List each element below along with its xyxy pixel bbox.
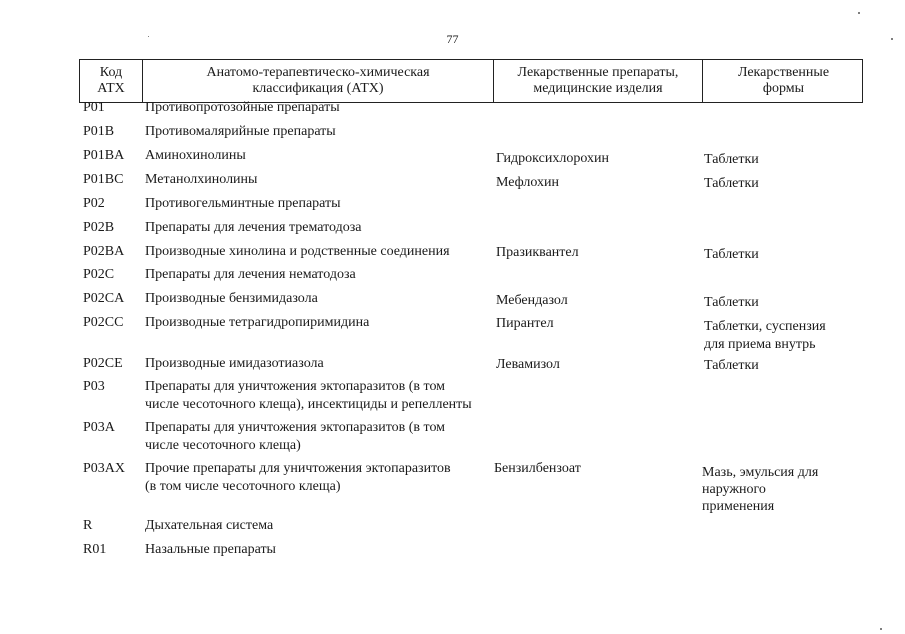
row-classification: Противопротозойные препараты <box>145 100 340 115</box>
row-drug: Празиквантел <box>496 245 579 260</box>
row-classification: Производные бензимидазола <box>145 291 318 306</box>
row-drug: Мебендазол <box>496 293 568 308</box>
row-code: P01 <box>83 100 105 115</box>
row-form: Таблетки <box>704 358 759 373</box>
header-code-label: Код АТХ <box>97 65 125 96</box>
row-drug: Левамизол <box>496 357 560 372</box>
row-code: P02CE <box>83 356 123 371</box>
row-classification: Производные хинолина и родственные соединения <box>145 244 450 259</box>
row-drug: Пирантел <box>496 316 554 331</box>
row-drug: Мефлохин <box>496 175 559 190</box>
row-classification: Дыхательная система <box>145 518 274 533</box>
header-code <box>80 60 142 102</box>
row-classification: Аминохинолины <box>145 148 246 163</box>
scan-speck <box>880 628 882 630</box>
page-number: 77 <box>446 32 459 46</box>
row-classification: Противогельминтные препараты <box>145 196 341 211</box>
row-code: P02CA <box>83 291 125 306</box>
scan-speck <box>891 38 893 40</box>
row-code: R <box>83 518 93 533</box>
row-classification: Назальные препараты <box>145 542 276 557</box>
row-code: P01BC <box>83 172 124 187</box>
row-code: P02 <box>83 196 105 211</box>
row-form: Таблетки <box>704 176 759 191</box>
row-code: P03A <box>83 420 115 435</box>
header-classification-label: Анатомо-терапевтическо-химическая классификация (АТХ) <box>206 65 430 96</box>
row-code: P01B <box>83 124 115 139</box>
row-code: P03AX <box>83 461 126 476</box>
row-drug: Бензилбензоат <box>494 461 581 476</box>
row-classification: Метанолхинолины <box>145 172 258 187</box>
row-code: P02B <box>83 220 115 235</box>
row-code: P02C <box>83 267 115 282</box>
row-classification: Препараты для лечения трематодоза <box>145 220 362 235</box>
header-forms-label: Лекарственные формы <box>737 65 830 96</box>
table-header <box>79 59 863 103</box>
row-classification: Препараты для уничтожения эктопаразитов (в том числе чесоточного клеща), инсектициды и репелленты <box>145 379 472 412</box>
row-drug: Гидроксихлорохин <box>496 151 609 166</box>
row-classification: Производные имидазотиазола <box>145 356 324 371</box>
header-drugs-label: Лекарственные препараты, медицинские изделия <box>517 65 679 96</box>
row-code: R01 <box>83 542 107 557</box>
row-form: Таблетки <box>704 152 759 167</box>
row-classification: Производные тетрагидропиримидина <box>145 315 370 330</box>
row-classification: Прочие препараты для уничтожения эктопаразитов (в том числе чесоточного клеща) <box>145 461 451 494</box>
row-classification: Препараты для лечения нематодоза <box>145 267 356 282</box>
row-form: Мазь, эмульсия для наружного применения <box>702 465 819 514</box>
row-classification: Противомалярийные препараты <box>145 124 336 139</box>
row-classification: Препараты для уничтожения эктопаразитов (в том числе чесоточного клеща) <box>145 420 446 453</box>
row-form: Таблетки, суспензия для приема внутрь <box>704 319 826 352</box>
row-form: Таблетки <box>704 295 759 310</box>
scan-speck <box>148 36 149 37</box>
row-code: P02BA <box>83 244 125 259</box>
row-form: Таблетки <box>704 247 759 262</box>
row-code: P03 <box>83 379 105 394</box>
header-classification <box>142 60 493 102</box>
scan-speck <box>858 12 860 14</box>
header-drugs <box>493 60 702 102</box>
header-forms <box>702 60 864 102</box>
row-code: P02CC <box>83 315 124 330</box>
row-code: P01BA <box>83 148 125 163</box>
